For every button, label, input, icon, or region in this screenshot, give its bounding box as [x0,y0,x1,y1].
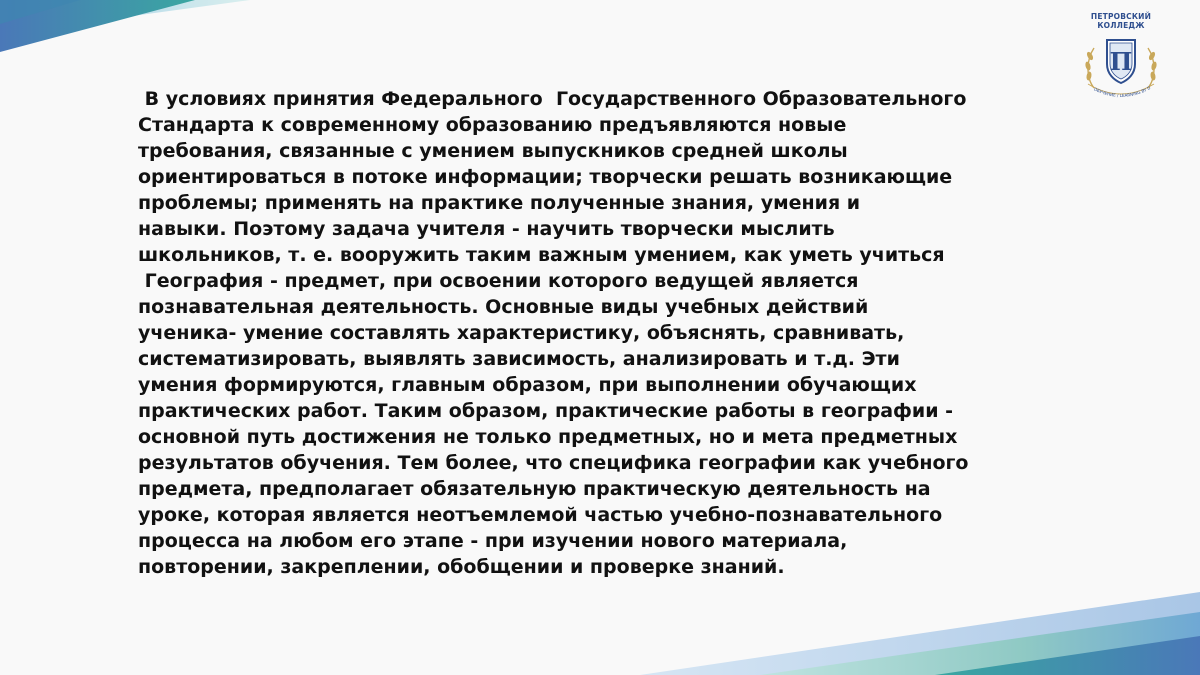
svg-text:ОБУЧЕНИЕ / LEARNING BY DOING: ОБУЧЕНИЕ / LEARNING BY D [1093,85,1152,99]
logo-title-line1: ПЕТРОВСКИЙ [1090,12,1152,21]
svg-text:П: П [1109,47,1133,76]
college-logo [1080,12,1162,100]
body-text: В условиях принятия Федерального Государственного Образовательного Стандарта к современному образованию предъявляются новые требования, связанные с умением выпускников средней школы ориентироваться в потоке информации; творчески решать возникающие проблемы; применять на практике полученные знания, умения и навыки. Поэтому задача учителя - научить творчески мыслить школьников, т. е. вооружить таким важным умением, как уметь учиться География - предмет, при освоении которого ведущей является познавательная деятельность. Основные виды учебных действий ученика- умение составлять характеристику, объяснять, сравнивать, систематизировать, выявлять зависимость, анализировать и т.д. Эти умения формируются, главным образом, при выполнении обучающих практических работ. Таким образом, практические работы в географии - основной путь достижения не только предметных, но и мета предметных результатов обучения. Тем более, что специфика географии как учебного предмета, предполагает обязательную практическую деятельность на уроке, которая является неотъемлемой частью учебно-познавательного процесса на любом его этапе - при изучении нового материала, повторении, закреплении, обобщении и проверке знаний. [138,88,969,578]
top-left-decoration [0,0,300,60]
logo-title-line2: КОЛЛЕДЖ [1097,21,1145,30]
logo-emblem-icon [1080,30,1162,100]
